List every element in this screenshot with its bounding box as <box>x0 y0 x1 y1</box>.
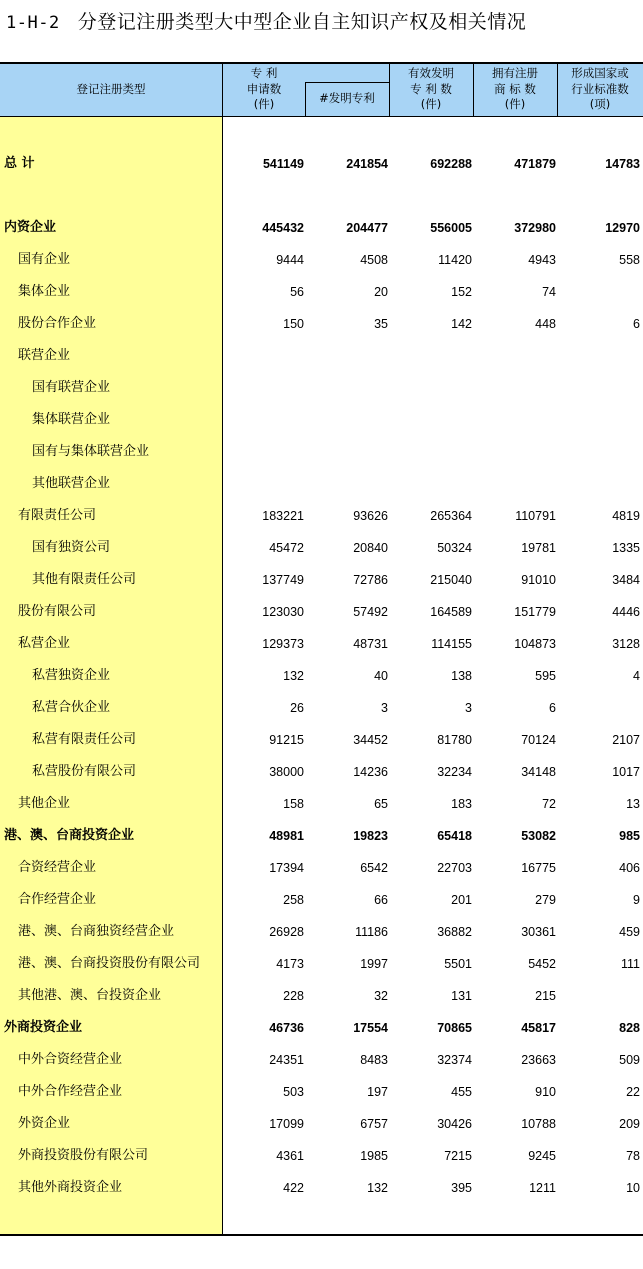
cell-patent-applications: 4173 <box>276 957 304 971</box>
cell-standards-formed: 3128 <box>612 637 640 651</box>
cell-patent-applications: 17394 <box>269 861 304 875</box>
header-trademark-line2: 商 标 数 <box>494 82 536 96</box>
cell-registered-trademarks: 372980 <box>514 221 556 235</box>
cell-registered-trademarks: 72 <box>542 797 556 811</box>
cell-patent-applications: 46736 <box>269 1021 304 1035</box>
cell-invention-patents: 48731 <box>353 637 388 651</box>
cell-patent-applications <box>222 404 304 436</box>
table-row <box>0 532 643 564</box>
cell-registered-trademarks: 74 <box>542 285 556 299</box>
cell-patent-applications: 4361 <box>276 1149 304 1163</box>
header-standard-line3: (项) <box>589 97 611 111</box>
cell-registered-trademarks: 595 <box>535 669 556 683</box>
row-label: 合资经营企业 <box>18 860 97 875</box>
cell-invention-patents: 66 <box>374 893 388 907</box>
table-row <box>0 436 643 468</box>
row-label: 私营股份有限公司 <box>32 764 137 779</box>
cell-standards-formed: 1017 <box>612 765 640 779</box>
table-row <box>0 148 643 180</box>
row-label: 私营独资企业 <box>32 668 111 683</box>
cell-standards-formed: 406 <box>619 861 640 875</box>
cell-patent-applications: 56 <box>290 285 304 299</box>
cell-invention-patents: 204477 <box>346 221 388 235</box>
cell-patent-applications: 150 <box>283 317 304 331</box>
row-label: 国有企业 <box>18 252 71 267</box>
cell-valid-invention-patents: 22703 <box>437 861 472 875</box>
cell-invention-patents: 8483 <box>360 1053 388 1067</box>
cell-invention-patents: 20 <box>374 285 388 299</box>
header-invention-patent: #发明专利 <box>319 91 375 105</box>
cell-invention-patents: 57492 <box>353 605 388 619</box>
row-label: 国有联营企业 <box>32 380 111 395</box>
cell-patent-applications: 48981 <box>269 829 304 843</box>
cell-valid-invention-patents: 70865 <box>437 1021 472 1035</box>
cell-patent-applications: 445432 <box>262 221 304 235</box>
cell-registered-trademarks: 215 <box>535 989 556 1003</box>
cell-patent-applications: 17099 <box>269 1117 304 1131</box>
cell-valid-invention-patents: 50324 <box>437 541 472 555</box>
cell-invention-patents: 6757 <box>360 1117 388 1131</box>
cell-invention-patents: 20840 <box>353 541 388 555</box>
header-valid-line1: 有效发明 <box>408 66 454 80</box>
cell-standards-formed: 558 <box>619 253 640 267</box>
cell-standards-formed: 828 <box>619 1021 640 1035</box>
cell-invention-patents <box>305 340 388 372</box>
cell-patent-applications: 503 <box>283 1085 304 1099</box>
row-label: 外资企业 <box>18 1116 71 1131</box>
cell-valid-invention-patents: 7215 <box>444 1149 472 1163</box>
cell-patent-applications: 45472 <box>269 541 304 555</box>
table-row <box>0 1044 643 1076</box>
table-row <box>0 372 643 404</box>
cell-valid-invention-patents: 395 <box>451 1181 472 1195</box>
cell-standards-formed <box>557 276 640 308</box>
cell-valid-invention-patents: 164589 <box>430 605 472 619</box>
cell-valid-invention-patents: 32374 <box>437 1053 472 1067</box>
row-label: 中外合作经营企业 <box>18 1084 123 1099</box>
cell-registered-trademarks: 91010 <box>521 573 556 587</box>
cell-invention-patents: 14236 <box>353 765 388 779</box>
cell-valid-invention-patents: 142 <box>451 317 472 331</box>
cell-valid-invention-patents <box>389 404 472 436</box>
row-label: 港、澳、台商独资经营企业 <box>18 924 175 939</box>
header-standard-line1: 形成国家或 <box>571 66 629 80</box>
header-valid-line3: (件) <box>420 97 442 111</box>
cell-invention-patents: 17554 <box>353 1021 388 1035</box>
table-row <box>0 660 643 692</box>
cell-invention-patents <box>305 404 388 436</box>
cell-valid-invention-patents: 692288 <box>430 157 472 171</box>
table-row <box>0 628 643 660</box>
row-label: 其他港、澳、台投资企业 <box>18 988 162 1003</box>
table-row <box>0 1076 643 1108</box>
cell-invention-patents: 32 <box>374 989 388 1003</box>
header-patent-line1: 专 利 <box>250 66 278 80</box>
cell-standards-formed: 1335 <box>612 541 640 555</box>
table-row <box>0 308 643 340</box>
row-label: 联营企业 <box>18 348 71 363</box>
table-row <box>0 1012 643 1044</box>
cell-registered-trademarks: 9245 <box>528 1149 556 1163</box>
cell-standards-formed: 10 <box>626 1181 640 1195</box>
cell-registered-trademarks: 70124 <box>521 733 556 747</box>
table-row <box>0 916 643 948</box>
table-row <box>0 756 643 788</box>
table-row <box>0 212 643 244</box>
cell-standards-formed: 111 <box>620 957 640 971</box>
cell-standards-formed: 14783 <box>605 157 640 171</box>
table-row <box>0 340 643 372</box>
cell-valid-invention-patents: 138 <box>451 669 472 683</box>
cell-invention-patents: 4508 <box>360 253 388 267</box>
row-label: 中外合资经营企业 <box>18 1052 123 1067</box>
cell-registered-trademarks: 34148 <box>521 765 556 779</box>
cell-patent-applications: 132 <box>283 669 304 683</box>
cell-standards-formed: 4819 <box>612 509 640 523</box>
cell-standards-formed: 4446 <box>612 605 640 619</box>
cell-registered-trademarks: 4943 <box>528 253 556 267</box>
cell-invention-patents: 241854 <box>346 157 388 171</box>
cell-patent-applications <box>222 340 304 372</box>
cell-invention-patents: 6542 <box>360 861 388 875</box>
cell-valid-invention-patents <box>389 372 472 404</box>
table-row <box>0 500 643 532</box>
cell-standards-formed <box>557 372 640 404</box>
cell-standards-formed <box>557 980 640 1012</box>
cell-patent-applications: 158 <box>283 797 304 811</box>
cell-standards-formed: 78 <box>626 1149 640 1163</box>
cell-valid-invention-patents: 65418 <box>437 829 472 843</box>
table-row <box>0 1108 643 1140</box>
cell-registered-trademarks: 5452 <box>528 957 556 971</box>
cell-invention-patents: 1985 <box>360 1149 388 1163</box>
cell-valid-invention-patents: 5501 <box>444 957 472 971</box>
table-title <box>6 7 526 34</box>
cell-invention-patents: 19823 <box>353 829 388 843</box>
cell-patent-applications: 422 <box>283 1181 304 1195</box>
cell-registered-trademarks: 448 <box>535 317 556 331</box>
row-label: 其他联营企业 <box>32 476 111 491</box>
row-label: 港、澳、台商投资股份有限公司 <box>18 956 201 971</box>
cell-invention-patents <box>305 436 388 468</box>
cell-patent-applications: 129373 <box>262 637 304 651</box>
row-label: 股份合作企业 <box>18 316 97 331</box>
cell-standards-formed: 209 <box>619 1117 640 1131</box>
cell-patent-applications: 541149 <box>262 157 304 171</box>
table-row <box>0 244 643 276</box>
cell-valid-invention-patents: 11420 <box>438 253 472 267</box>
cell-registered-trademarks <box>473 468 556 500</box>
cell-valid-invention-patents: 131 <box>451 989 472 1003</box>
cell-valid-invention-patents: 183 <box>451 797 472 811</box>
cell-registered-trademarks: 45817 <box>521 1021 556 1035</box>
cell-patent-applications: 123030 <box>262 605 304 619</box>
cell-standards-formed: 12970 <box>605 221 640 235</box>
table-row <box>0 820 643 852</box>
cell-valid-invention-patents: 114155 <box>431 637 472 651</box>
header-trademark-line1: 拥有注册 <box>492 66 538 80</box>
table-row <box>0 1140 643 1172</box>
cell-patent-applications: 9444 <box>276 253 304 267</box>
cell-invention-patents: 34452 <box>353 733 388 747</box>
row-label: 总 计 <box>4 156 35 171</box>
row-label: 国有与集体联营企业 <box>32 444 150 459</box>
row-label: 合作经营企业 <box>18 892 97 907</box>
table-row <box>0 564 643 596</box>
table-row <box>0 692 643 724</box>
cell-invention-patents: 11186 <box>355 925 388 939</box>
cell-patent-applications: 91215 <box>269 733 304 747</box>
header-patent-line2: 申请数 <box>246 82 282 96</box>
cell-valid-invention-patents: 36882 <box>437 925 472 939</box>
row-label: 集体企业 <box>18 284 71 299</box>
row-label: 国有独资公司 <box>32 540 111 555</box>
cell-valid-invention-patents: 215040 <box>430 573 472 587</box>
cell-registered-trademarks: 910 <box>535 1085 556 1099</box>
cell-standards-formed: 985 <box>619 829 640 843</box>
cell-registered-trademarks: 53082 <box>521 829 556 843</box>
cell-registered-trademarks: 1211 <box>529 1181 556 1195</box>
cell-standards-formed <box>557 436 640 468</box>
header-trademark-line3: (件) <box>504 97 526 111</box>
table-title-text: 分登记注册类型大中型企业自主知识产权及相关情况 <box>77 11 527 33</box>
cell-registered-trademarks <box>473 404 556 436</box>
cell-standards-formed: 6 <box>633 317 640 331</box>
cell-registered-trademarks: 16775 <box>521 861 556 875</box>
cell-invention-patents: 197 <box>367 1085 388 1099</box>
cell-valid-invention-patents: 152 <box>451 285 472 299</box>
cell-registered-trademarks: 23663 <box>521 1053 556 1067</box>
cell-valid-invention-patents: 32234 <box>437 765 472 779</box>
cell-registered-trademarks <box>473 340 556 372</box>
cell-standards-formed <box>557 340 640 372</box>
cell-valid-invention-patents <box>389 436 472 468</box>
cell-registered-trademarks: 104873 <box>514 637 556 651</box>
cell-valid-invention-patents <box>389 340 472 372</box>
cell-valid-invention-patents: 556005 <box>430 221 472 235</box>
table-row <box>0 884 643 916</box>
cell-valid-invention-patents: 201 <box>451 893 472 907</box>
cell-registered-trademarks: 19781 <box>521 541 556 555</box>
cell-valid-invention-patents: 30426 <box>437 1117 472 1131</box>
table-row <box>0 468 643 500</box>
cell-invention-patents: 1997 <box>360 957 388 971</box>
table-row <box>0 596 643 628</box>
cell-invention-patents: 65 <box>374 797 388 811</box>
cell-standards-formed: 2107 <box>612 733 640 747</box>
table-row <box>0 724 643 756</box>
row-label: 其他有限责任公司 <box>32 572 137 587</box>
cell-registered-trademarks: 471879 <box>514 157 556 171</box>
bottom-rule <box>0 1234 643 1236</box>
cell-valid-invention-patents: 81780 <box>437 733 472 747</box>
cell-valid-invention-patents: 3 <box>465 701 472 715</box>
cell-standards-formed <box>557 468 640 500</box>
cell-invention-patents: 132 <box>367 1181 388 1195</box>
cell-standards-formed <box>557 404 640 436</box>
cell-patent-applications: 183221 <box>262 509 304 523</box>
cell-registered-trademarks <box>473 436 556 468</box>
cell-registered-trademarks: 110791 <box>515 509 556 523</box>
cell-registered-trademarks <box>473 372 556 404</box>
row-label: 外商投资股份有限公司 <box>18 1148 149 1163</box>
table-row <box>0 276 643 308</box>
cell-patent-applications <box>222 372 304 404</box>
cell-registered-trademarks: 30361 <box>521 925 556 939</box>
row-label: 外商投资企业 <box>4 1020 83 1035</box>
cell-invention-patents: 40 <box>374 669 388 683</box>
cell-standards-formed: 13 <box>626 797 640 811</box>
header-standard-line2: 行业标准数 <box>571 82 629 96</box>
cell-registered-trademarks: 10788 <box>521 1117 556 1131</box>
cell-invention-patents: 93626 <box>353 509 388 523</box>
header-type: 登记注册类型 <box>76 82 146 96</box>
row-label: 集体联营企业 <box>32 412 111 427</box>
row-label: 其他企业 <box>18 796 71 811</box>
row-label: 股份有限公司 <box>18 604 97 619</box>
header-patent-line3: (件) <box>253 97 275 111</box>
row-label: 内资企业 <box>4 220 57 235</box>
cell-patent-applications <box>222 468 304 500</box>
cell-invention-patents: 3 <box>381 701 388 715</box>
cell-standards-formed <box>557 692 640 724</box>
table-row <box>0 948 643 980</box>
cell-registered-trademarks: 151779 <box>514 605 556 619</box>
cell-patent-applications: 228 <box>283 989 304 1003</box>
table-row <box>0 404 643 436</box>
row-label: 私营企业 <box>18 636 71 651</box>
cell-invention-patents: 35 <box>374 317 388 331</box>
cell-standards-formed: 4 <box>633 669 640 683</box>
header-valid-line2: 专 利 数 <box>410 82 452 96</box>
cell-patent-applications: 24351 <box>269 1053 304 1067</box>
row-label: 港、澳、台商投资企业 <box>4 828 135 843</box>
table-row <box>0 1172 643 1204</box>
cell-patent-applications: 258 <box>283 893 304 907</box>
cell-standards-formed: 9 <box>633 893 640 907</box>
cell-registered-trademarks: 279 <box>535 893 556 907</box>
cell-patent-applications: 26 <box>290 701 304 715</box>
row-label: 私营合伙企业 <box>32 700 111 715</box>
cell-standards-formed: 509 <box>619 1053 640 1067</box>
subheader-rule <box>305 82 389 83</box>
cell-patent-applications: 38000 <box>269 765 304 779</box>
table-row <box>0 980 643 1012</box>
cell-valid-invention-patents: 265364 <box>430 509 472 523</box>
cell-standards-formed: 22 <box>626 1085 640 1099</box>
row-label: 私营有限责任公司 <box>32 732 137 747</box>
cell-standards-formed: 459 <box>619 925 640 939</box>
cell-invention-patents <box>305 468 388 500</box>
table-row <box>0 852 643 884</box>
cell-valid-invention-patents <box>389 468 472 500</box>
cell-patent-applications: 26928 <box>269 925 304 939</box>
table-row <box>0 788 643 820</box>
cell-patent-applications <box>222 436 304 468</box>
row-label: 有限责任公司 <box>18 508 97 523</box>
cell-patent-applications: 137749 <box>262 573 304 587</box>
cell-registered-trademarks: 6 <box>549 701 556 715</box>
cell-standards-formed: 3484 <box>612 573 640 587</box>
cell-invention-patents: 72786 <box>353 573 388 587</box>
table-code: 1-H-2 <box>6 13 60 33</box>
cell-invention-patents <box>305 372 388 404</box>
cell-valid-invention-patents: 455 <box>451 1085 472 1099</box>
row-label: 其他外商投资企业 <box>18 1180 123 1195</box>
